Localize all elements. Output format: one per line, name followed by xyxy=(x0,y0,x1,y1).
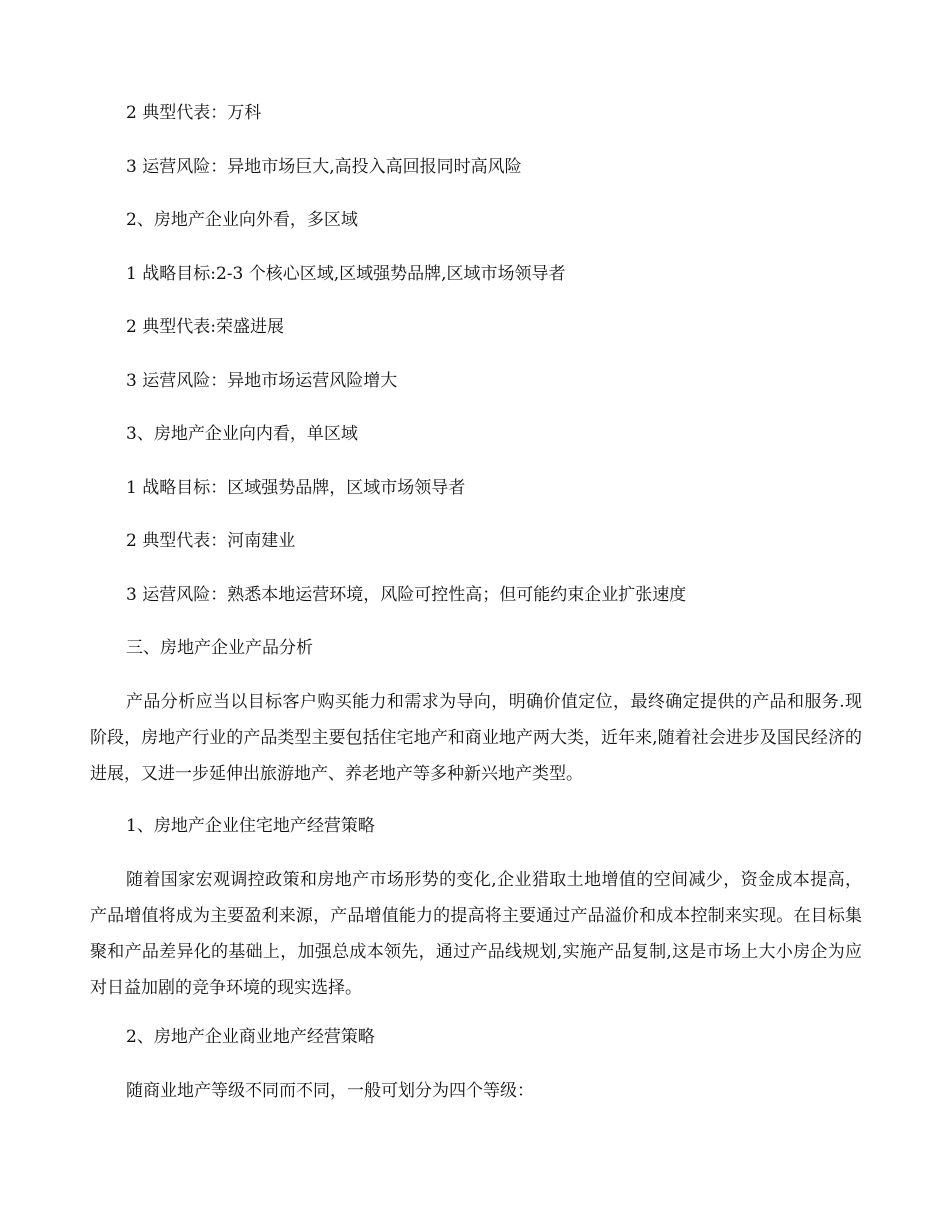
strategic-goal-line-1: 1 战略目标:2-3 个核心区域,区域强势品牌,区域市场领导者 xyxy=(126,264,566,284)
heading-commercial-strategy: 2、房地产企业商业地产经营策略 xyxy=(126,1027,375,1047)
heading-residential-strategy: 1、房地产企业住宅地产经营策略 xyxy=(126,816,375,836)
operating-risk-line-3: 3 运营风险：熟悉本地运营环境，风险可控性高；但可能约束企业扩张速度 xyxy=(126,585,687,605)
section-heading-product-analysis: 三、房地产企业产品分析 xyxy=(126,638,313,658)
section-heading-single-region: 3、房地产企业向内看，单区域 xyxy=(126,424,358,444)
operating-risk-line-1: 3 运营风险：异地市场巨大,高投入高回报同时高风险 xyxy=(126,157,522,177)
typical-rep-line-2: 2 典型代表:荣盛进展 xyxy=(126,317,284,337)
paragraph-product-analysis: 产品分析应当以目标客户购买能力和需求为导向，明确价值定位，最终确定提供的产品和服务.现阶段，房地产行业的产品类型主要包括住宅地产和商业地产两大类，近年来,随着社会进步及国民经济的进展，又进一步延伸出旅游地产、养老地产等多种新兴地产类型。 xyxy=(90,692,862,784)
paragraph-residential-strategy: 随着国家宏观调控政策和房地产市场形势的变化,企业猎取土地增值的空间减少，资金成本提高，产品增值将成为主要盈利来源，产品增值能力的提高将主要通过产品溢价和成本控制来实现。在目标集聚和产品差异化的基础上，加强总成本领先，通过产品线规划,实施产品复制,这是市场上大小房企为应对日益加剧的竞争环境的现实选择。 xyxy=(90,870,862,998)
typical-rep-line-3: 2 典型代表：河南建业 xyxy=(126,531,296,551)
typical-rep-vanke-line: 2 典型代表：万科 xyxy=(126,103,262,123)
strategic-goal-line-2: 1 战略目标：区域强势品牌，区域市场领导者 xyxy=(126,478,466,498)
section-heading-multi-region: 2、房地产企业向外看，多区域 xyxy=(126,210,358,230)
operating-risk-line-2: 3 运营风险：异地市场运营风险增大 xyxy=(126,371,398,391)
paragraph-commercial-strategy: 随商业地产等级不同而不同，一般可划分为四个等级： xyxy=(126,1081,534,1101)
